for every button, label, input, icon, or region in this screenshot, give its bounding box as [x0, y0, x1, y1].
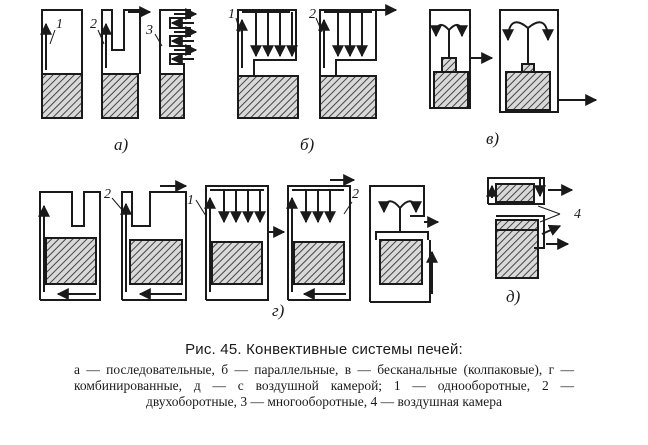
number-2-a: 2 [90, 17, 97, 32]
label-d: д) [506, 287, 521, 306]
number-1-b: 1 [228, 7, 235, 22]
diagram-g-combined [40, 180, 438, 302]
diagram-v-bell [430, 10, 596, 112]
sub-labels [114, 129, 521, 320]
diagram-d-air-chamber [488, 178, 572, 278]
number-2-b: 2 [309, 7, 316, 22]
number-1-a: 1 [56, 17, 63, 32]
caption-title: Рис. 45. Конвективные системы печей: [185, 341, 463, 358]
label-a: а) [114, 135, 129, 154]
figure-caption [0, 341, 648, 410]
number-3-a: 3 [146, 23, 153, 38]
number-1-g: 1 [187, 193, 194, 208]
number-2-g: 2 [104, 187, 111, 202]
number-4-d: 4 [574, 207, 581, 222]
diagram-b-parallel [236, 10, 396, 118]
label-b: б) [300, 135, 315, 154]
label-g: г) [272, 301, 285, 320]
diagram-a-series [42, 10, 196, 118]
number-2-g2: 2 [352, 187, 359, 202]
caption-body: а — последовательные, б — параллельные, в — бесканальные (колпаковые), г — комбинированные, д — с воздушной камерой; 1 — однооборотные, 2 — двухоборотные, 3 — многооборотные, 4 — воздушная камера [74, 362, 574, 409]
label-v: в) [486, 129, 500, 148]
